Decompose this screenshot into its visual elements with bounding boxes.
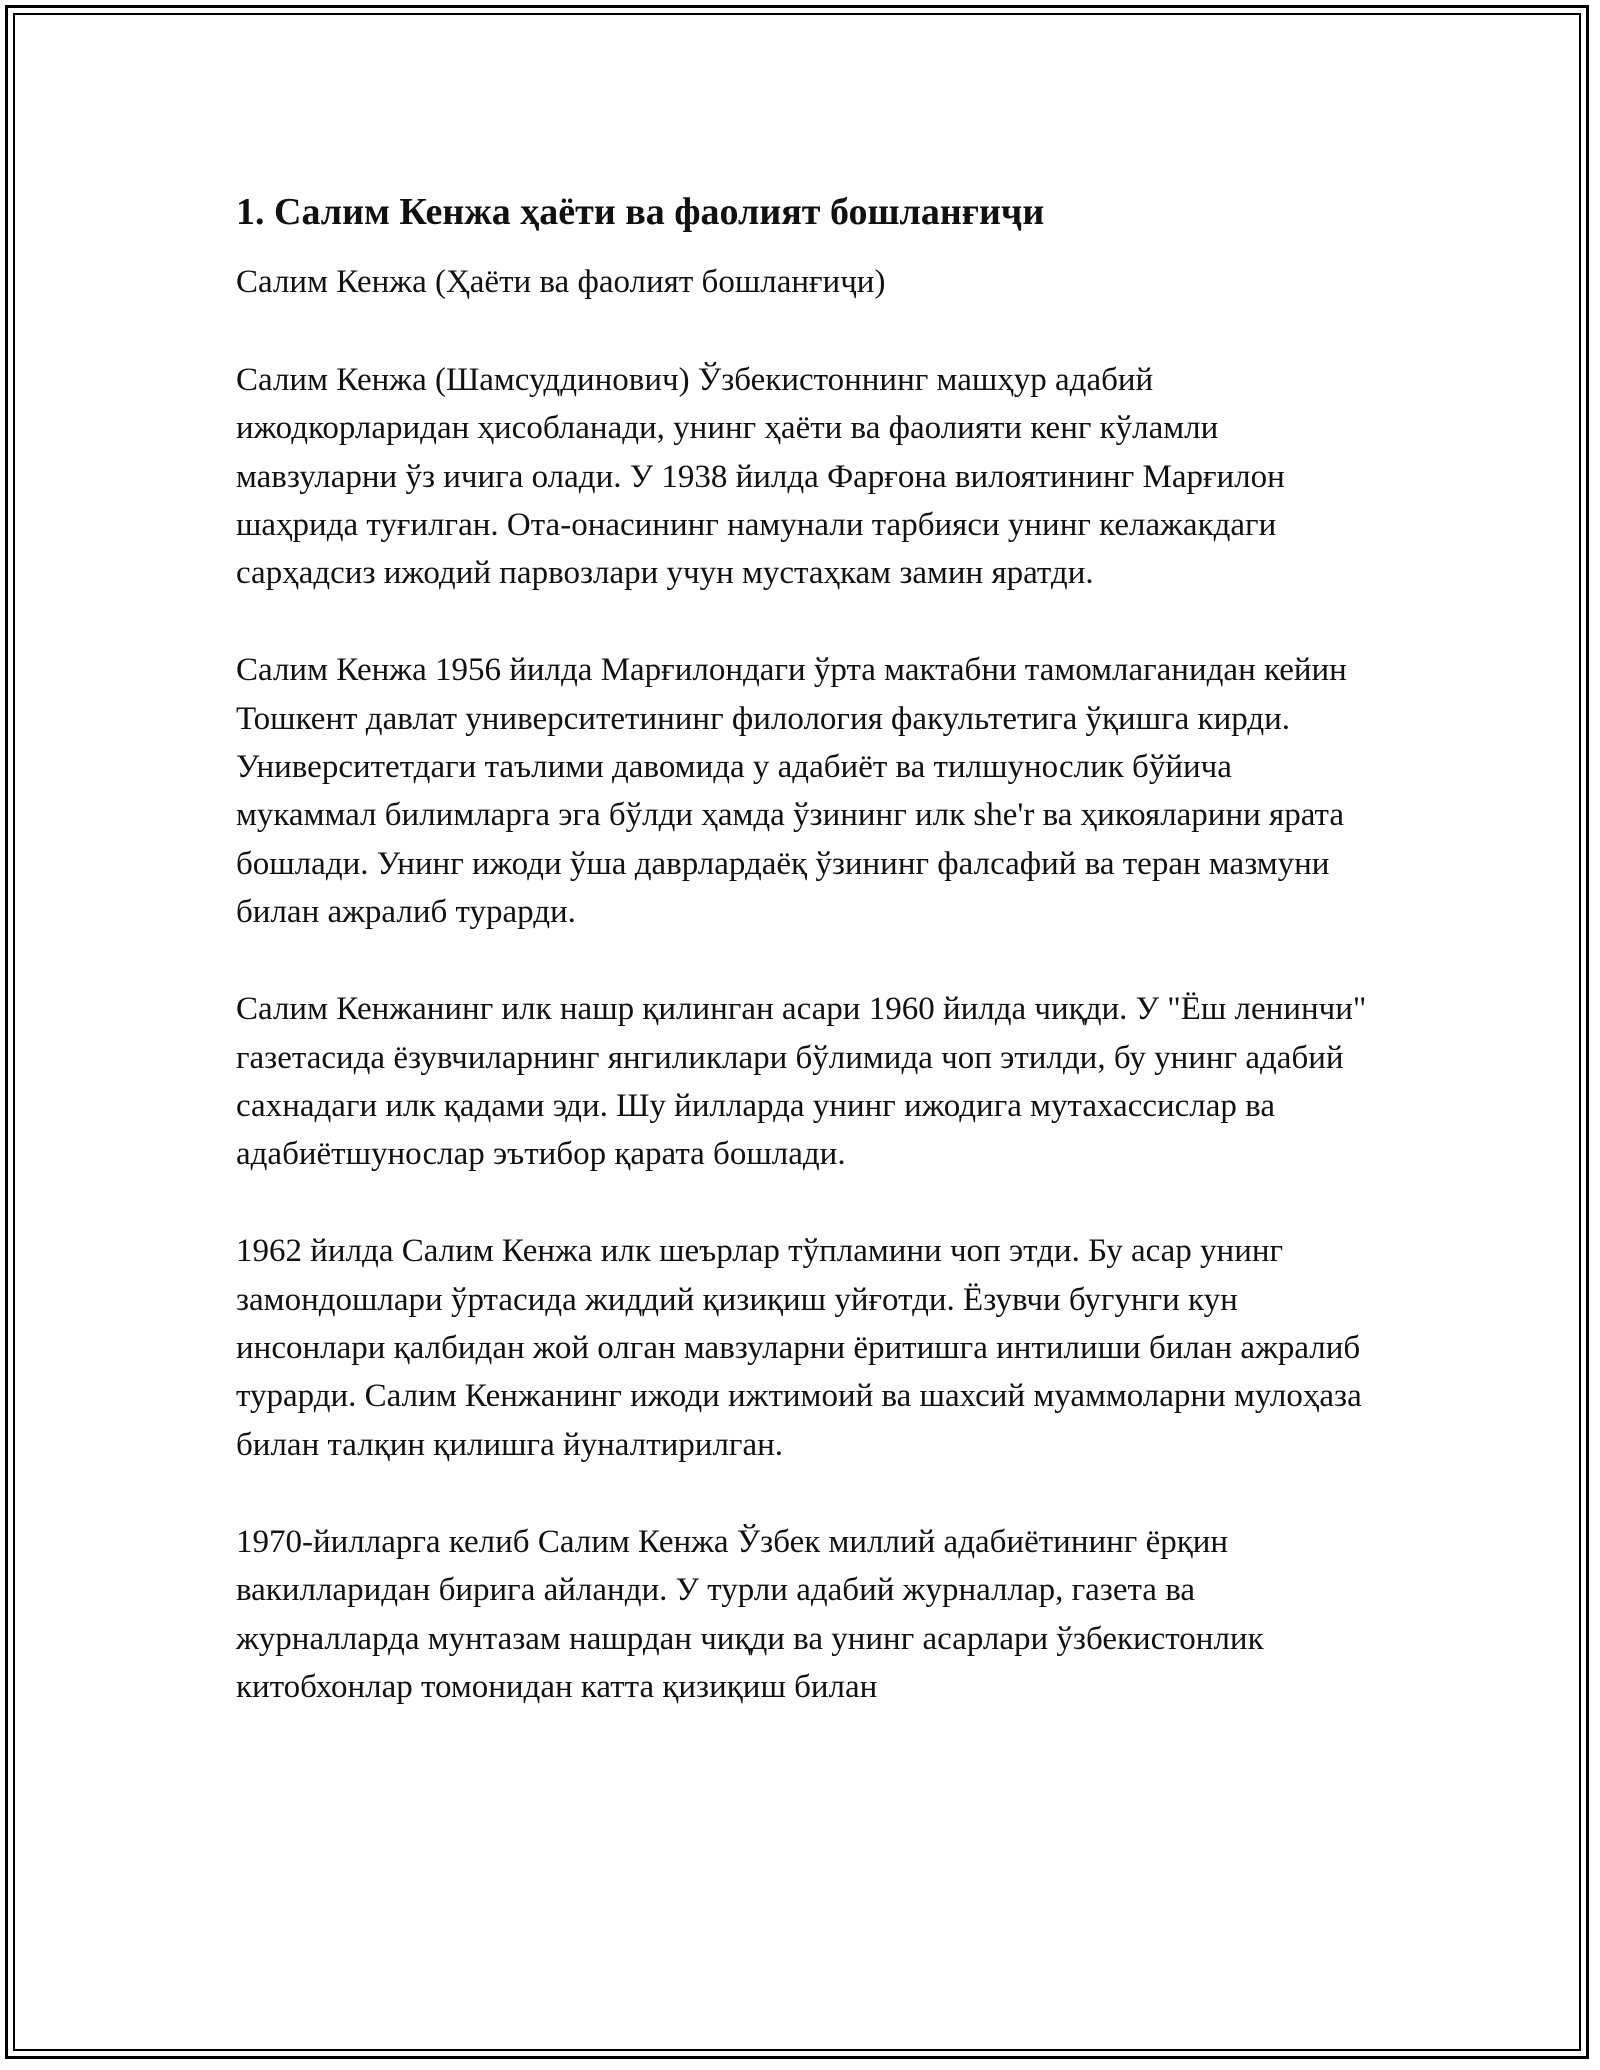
section-heading: 1. Салим Кенжа ҳаёти ва фаолият бошланғиҷи bbox=[236, 191, 1045, 233]
paragraph-first-collection: 1962 йилда Салим Кенжа илк шеърлар тўпламини чоп этди. Бу асар унинг замондошлари ўртасида жиддий қизиқиш уйғотди. Ёзувчи бугунги кун инсонлари қалбидан жой олган мавзуларни ёритишга интилиши билан ажралиб турарди. Салим Кенжанинг ижоди ижтимоий ва шахсий муаммоларни мулоҳаза билан талқин қилишга йуналтирилган. bbox=[236, 1233, 1362, 1463]
paragraph-first-publication: Салим Кенжанинг илк нашр қилинган асари 1960 йилда чиқди. У "Ёш ленинчи" газетасида ёзувчиларнинг янгиликлари бўлимида чоп этилди, бу унинг адабий сахнадаги илк қадами эди. Шу йилларда унинг ижодига мутахассислар ва адабиётшунослар эътибор қарата бошлади. bbox=[236, 991, 1367, 1173]
section-subtitle: Салим Кенжа (Ҳаёти ва фаолият бошланғиҷи) bbox=[236, 264, 886, 300]
paragraph-1970s: 1970-йилларга келиб Салим Кенжа Ўзбек миллий адабиётининг ёрқин вакилларидан бирига айланди. У турли адабий журналлар, газета ва журналларда мунтазам нашрдан чиқди ва унинг асарлари ўзбекистонлик китобхонлар томонидан катта қизиқиш билан bbox=[236, 1523, 1264, 1705]
paragraph-birth: Салим Кенжа (Шамсуддинович) Ўзбекистоннинг машҳур адабий ижодкорларидан ҳисобланади, унинг ҳаёти ва фаолияти кенг кўламли мавзуларни ўз ичига олади. У 1938 йилда Фарғона вилоятининг Марғилон шаҳрида туғилган. Ота-онасининг намунали тарбияси унинг келажакдаги сарҳадсиз ижодий парвозлари учун мустаҳкам замин яратди. bbox=[236, 362, 1285, 592]
paragraph-education: Салим Кенжа 1956 йилда Марғилондаги ўрта мактабни тамомлаганидан кейин Тошкент давлат университетининг филология факультетига ўқишга кирди. Университетдаги таълими давомида у адабиёт ва тилшунослик бўйича мукаммал билимларга эга бўлди ҳамда ўзининг илк she'r ва ҳикояларини ярата бошлади. Унинг ижоди ўша даврлардаёқ ўзининг фалсафий ва теран мазмуни билан ажралиб турарди. bbox=[236, 652, 1347, 930]
document-body bbox=[236, 186, 1376, 1760]
